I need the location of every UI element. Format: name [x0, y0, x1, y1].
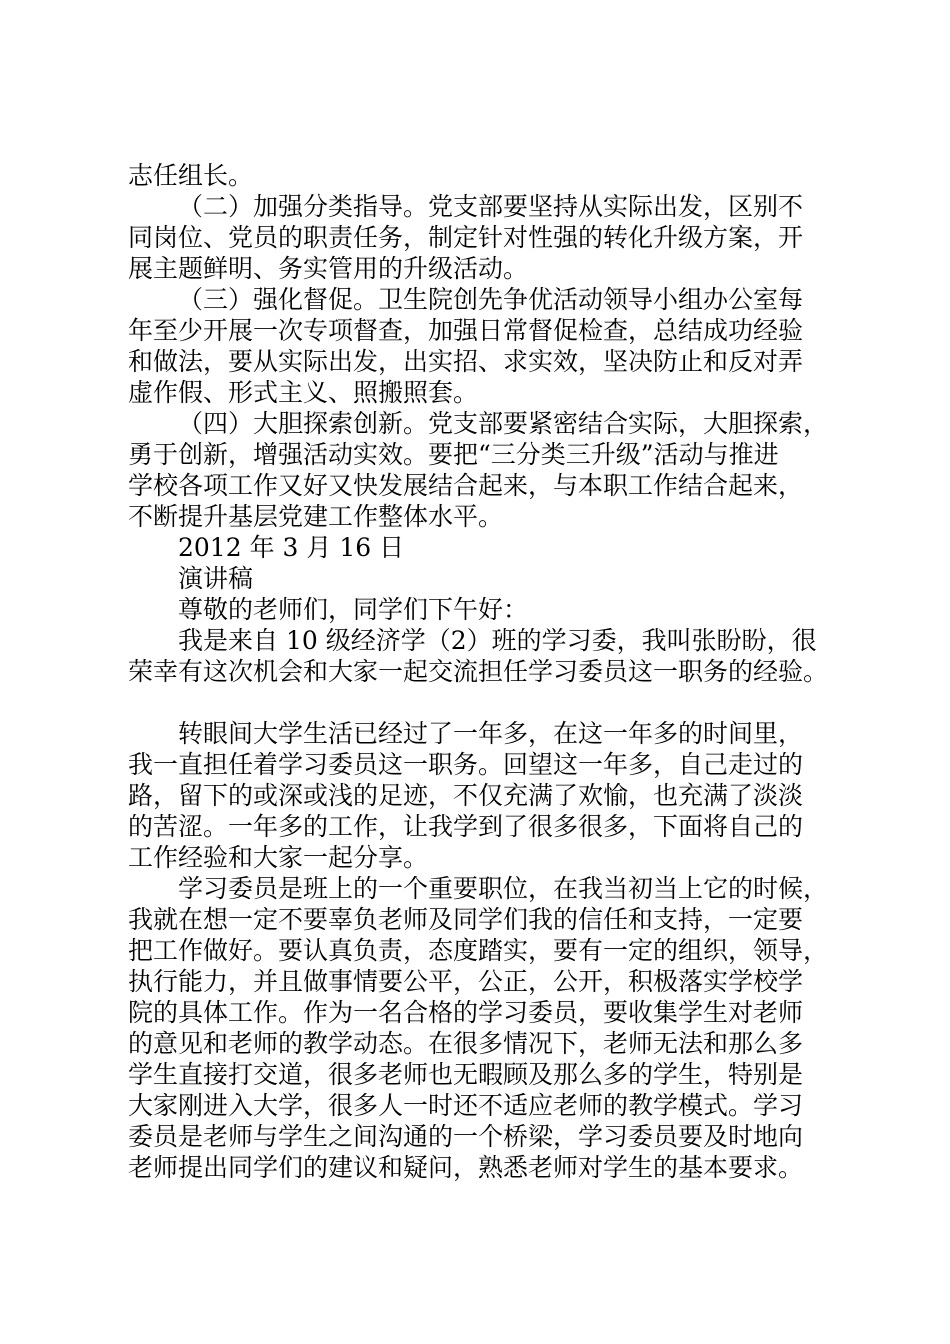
- text-line: 工作经验和大家一起分享。: [128, 843, 429, 872]
- speech-title: 演讲稿: [178, 564, 254, 593]
- text-line: 不断提升基层党建工作整体水平。: [128, 502, 504, 531]
- text-line: 荣幸有这次机会和大家一起交流担任学习委员这一职务的经验。: [128, 657, 829, 686]
- date-line: 2012 年 3 月 16 日: [178, 533, 405, 562]
- text-line: 勇于创新，增强活动实效。要把“三分类三升级”活动与推进: [128, 440, 779, 469]
- document-page: [128, 160, 848, 1183]
- text-line: 我就在想一定不要辜负老师及同学们我的信任和支持，一定要: [128, 905, 804, 934]
- text-line: 路，留下的或深或浅的足迹，不仅充满了欢愉，也充满了淡淡: [128, 781, 804, 810]
- text-line: 我是来自 10 级经济学（2）班的学习委，我叫张盼盼，很: [178, 626, 817, 655]
- text-line: 的苦涩。一年多的工作，让我学到了很多很多，下面将自己的: [128, 812, 804, 841]
- greeting-line: 尊敬的老师们，同学们下午好：: [178, 595, 529, 624]
- text-line: （二）加强分类指导。党支部要坚持从实际出发，区别不: [178, 192, 804, 221]
- text-line: 年至少开展一次专项督查，加强日常督促检查，总结成功经验: [128, 316, 804, 345]
- text-line: 执行能力，并且做事情要公平，公正，公开，积极落实学校学: [128, 967, 804, 996]
- text-line: 院的具体工作。作为一名合格的学习委员，要收集学生对老师: [128, 998, 804, 1027]
- text-line: （三）强化督促。卫生院创先争优活动领导小组办公室每: [178, 285, 804, 314]
- text-line: 志任组长。: [128, 161, 254, 190]
- text-line: 老师提出同学们的建议和疑问，熟悉老师对学生的基本要求。: [128, 1153, 804, 1182]
- text-line: 我一直担任着学习委员这一职务。回望这一年多，自己走过的: [128, 750, 804, 779]
- text-line: 学校各项工作又好又快发展结合起来，与本职工作结合起来，: [128, 471, 804, 500]
- text-line: 展主题鲜明、务实管用的升级活动。: [128, 254, 529, 283]
- text-line: 学习委员是班上的一个重要职位，在我当初当上它的时候，: [178, 874, 829, 903]
- text-line: 和做法，要从实际出发，出实招、求实效，坚决防止和反对弄: [128, 347, 804, 376]
- paragraph-gap: [128, 687, 848, 718]
- text-line: 同岗位、党员的职责任务，制定针对性强的转化升级方案，开: [128, 223, 804, 252]
- text-line: 委员是老师与学生之间沟通的一个桥梁，学习委员要及时地向: [128, 1122, 804, 1151]
- text-line: 的意见和老师的教学动态。在很多情况下，老师无法和那么多: [128, 1029, 804, 1058]
- text-line: 转眼间大学生活已经过了一年多，在这一年多的时间里，: [178, 719, 804, 748]
- text-line: 虚作假、形式主义、照搬照套。: [128, 378, 479, 407]
- text-line: 把工作做好。要认真负责，态度踏实，要有一定的组织，领导，: [128, 936, 829, 965]
- text-line: 大家刚进入大学，很多人一时还不适应老师的教学模式。学习: [128, 1091, 804, 1120]
- text-line: 学生直接打交道，很多老师也无暇顾及那么多的学生，特别是: [128, 1060, 804, 1089]
- text-line: （四）大胆探索创新。党支部要紧密结合实际，大胆探索，: [178, 409, 829, 438]
